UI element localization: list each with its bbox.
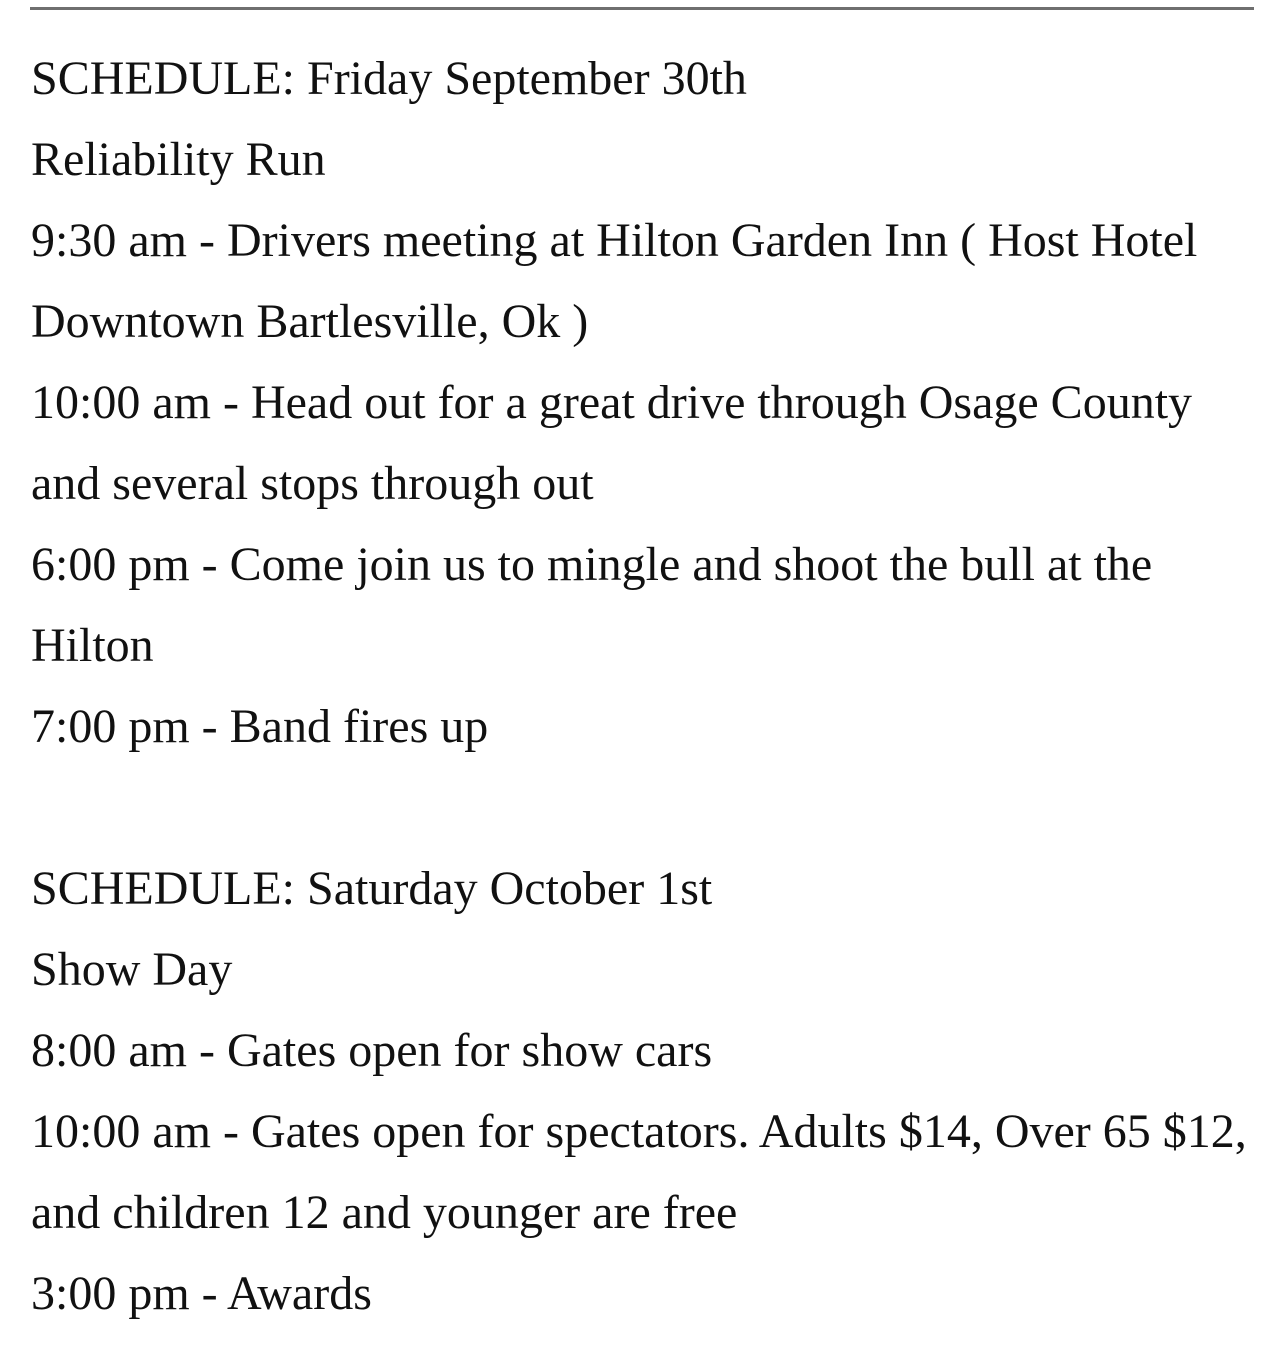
schedule-friday (31, 38, 1261, 767)
schedule-item: 9:30 am - Drivers meeting at Hilton Garden Inn ( Host Hotel Downtown Bartlesville, Ok ) (31, 214, 1198, 348)
schedule-subtitle: Reliability Run (31, 133, 326, 186)
schedule-heading: SCHEDULE: Saturday October 1st (31, 862, 713, 915)
schedule-content (31, 38, 1261, 1334)
schedule-saturday (31, 848, 1261, 1334)
schedule-item: 10:00 am - Head out for a great drive through Osage County and several stops through out (31, 376, 1193, 510)
schedule-item: 10:00 am - Gates open for spectators. Adults $14, Over 65 $12, and children 12 and younger are free (31, 1105, 1247, 1239)
schedule-item: 8:00 am - Gates open for show cars (31, 1024, 713, 1077)
schedule-item: 7:00 pm - Band fires up (31, 700, 489, 753)
schedule-item: 3:00 pm - Awards (31, 1267, 372, 1320)
schedule-item: 6:00 pm - Come join us to mingle and shoot the bull at the Hilton (31, 538, 1153, 672)
schedule-subtitle: Show Day (31, 943, 233, 996)
top-divider (30, 7, 1254, 10)
schedule-heading: SCHEDULE: Friday September 30th (31, 52, 747, 105)
